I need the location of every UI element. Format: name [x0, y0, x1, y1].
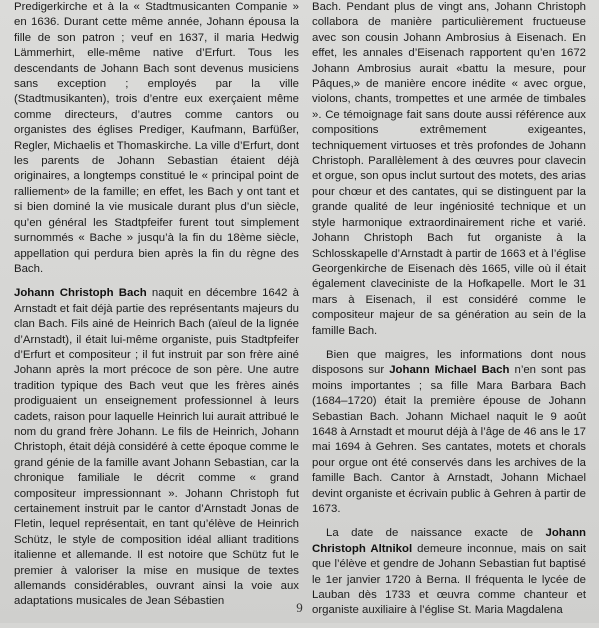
composer-name: Johann Michael Bach: [389, 364, 510, 377]
paragraph-erfurt: [14, 0, 299, 277]
paragraph-text: naquit en décembre 1642 à Arnstadt et fait déjà partie des représentants majeurs du clan Bach. Fils ainé de Heinrich Bach (aïeul de la lignée d’Arnstadt), il était lui-même organiste, puis Stadtpfeifer d’Erfurt et compositeur ; il fut instruit par son frère ainé Johann après la mort précoce de son père. Une autre tradition typique des Bach veut que les frères ainés prodiguaient un enseignement professionnel à leurs cadets, raison pour laquelle Heinrich lui aurait attribué le nom du grand frère Johann. Le fils de Heinrich, Johann Christoph, était déjà considéré à cette époque comme le grand génie de la famille avant Johann Sebastian, car la chronique familiale le décrit comme « grand compositeur impressionnant ». Johann Christoph fut certainement instruit par le cantor d’Arnstadt Jonas de Fletin, lequel représentait, en tant qu’élève de Heinrich Schütz, le style de composition idéal alliant traditions italienne et allemande. Il est notoire que Schütz fut le premier à valoriser la mise en musique de textes allemands considérables, ouvrant ainsi la voie aux adaptations musicales de Jean Sébastien: [14, 287, 300, 608]
paragraph-text: demeure inconnue, mais on sait que l’élève et gendre de Johann Sebastian fut baptisé le 1er janvier 1720 à Berna. Il fréquenta le lycée de Lauban dès 1733 et œuvra comme chanteur et organiste auxiliaire à l’église St. Maria Magdalena: [312, 542, 586, 617]
paragraph-johann-michael-bach: [312, 348, 586, 517]
paragraph-eisenach: [312, 0, 586, 339]
composer-name: Johann Christoph Altnikol: [312, 527, 586, 555]
paragraph-text: n’en sont pas moins importantes ; sa fille Mara Barbara Bach (1684–1720) était la première épouse de Johann Sebastian Bach. Johann Michael naquit le 9 août 1648 à Arnstadt et mourut déjà à l’âge de 46 ans le 17 mai 1694 à Gehren. Ses cantates, motets et chorals pour orgue ont été conservés dans les archives de la famille Bach. Cantor à Arnstadt, Johann Michael devint organiste et écrivain public à Gehren à partir de 1673.: [312, 364, 586, 515]
composer-name: Johann Christoph Bach: [14, 287, 147, 300]
right-column: [312, 0, 586, 628]
paragraph-text: Bach. Pendant plus de vingt ans, Johann Christoph collabora de manière particulièrement fructueuse avec son cousin Johann Ambrosius à Eisenach. En effet, les annales d’Eisenach rapportent qu’en 1672 Johann Ambrosius aurait «battu la mesure, pour Pâques,» de manière encore inédite « avec orgue, violons, chants, trompettes et une armée de timbales ». Ce témoignage fait sans doute aussi référence aux compositions extrêmement exigeantes, techniquement virtuoses et très profondes de Johann Christoph. Parallèlement à des œuvres pour clavecin et orgue, son opus inclut surtout des motets, des arias pour chœur et des cantates, qui se distinguent par la grande qualité de leur ingéniosité technique et un style harmonique extraordinairement riche et varié. Johann Christoph Bach fut organiste à la Schlosskapelle d’Arnstadt à partir de 1663 et à l’église Georgenkirche de Eisenach dès 1665, ville où il était également claveciniste de la Hofkapelle. Mort le 31 mars à Eisenach, il est considéré comme le compositeur majeur de sa génération au sein de la famille Bach.: [312, 1, 586, 337]
page-number: 9: [296, 600, 303, 615]
left-column: [14, 0, 299, 619]
paragraph-text: Predigerkirche et à la « Stadtmusicanten Companie » en 1636. Durant cette même année, Johann épousa la fille de son patron ; veuf en 1637, il maria Hedwig Lämmerhirt, elle-même native d’Erfurt. Tous les descendants de Johann Bach sont devenus musiciens sans exception ; employés par la ville (Stadtmusikanten), trois d’entre eux exerçaient même comme directeurs, d’autres comme cantors ou organistes des églises Prediger, Kaufmann, Barfüßer, Regler, Michaelis et Thomaskirche. La ville d’Erfurt, dont les parents de Johann Sebastian étaient déjà originaires, a longtemps constitué le « principal point de ralliement» de la famille; en effet, les Bach y ont tant et si bien dominé la vie musicale durant plus d’un siècle, qu’en général les Stadtpfeifer furent tout simplement surnommés « Bache » jusqu’à la fin du 18ème siècle, appellation qui perdura bien après la fin du règne des Bach.: [14, 1, 299, 275]
paragraph-text: Bien que maigres, les informations dont nous disposons sur: [312, 348, 586, 377]
paragraph-johann-christoph-bach: [14, 286, 299, 610]
paragraph-text: La date de naissance exacte de: [326, 527, 546, 540]
